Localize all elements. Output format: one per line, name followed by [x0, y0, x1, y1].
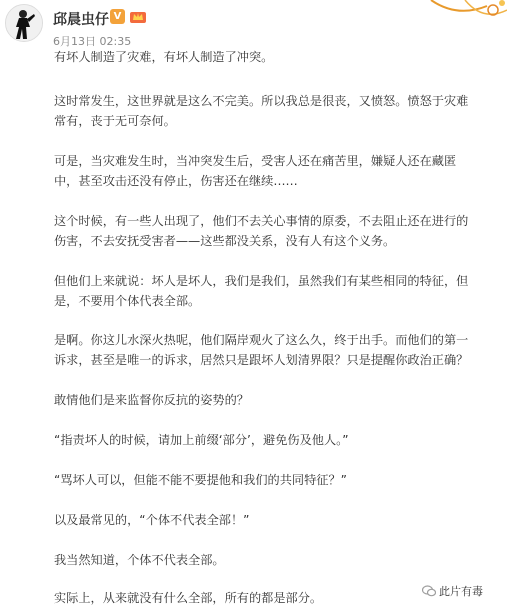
post-line: 伤害，不去安抚受害者——这些都没关系，没有人有这个义务。 [54, 234, 396, 248]
post-line: “指责坏人的时候，请加上前缀‘部分’，避免伤及他人。” [54, 433, 349, 447]
post-line: 诉求，甚至是唯一的诉求，居然只是跟坏人划清界限？只是提醒你政治正确？ [54, 353, 469, 367]
post-line: 这个时候，有一些人出现了，他们不去关心事情的原委，不去阻止还在进行的 [54, 214, 469, 228]
post-line: 以及最常见的，“个体不代表全部！” [54, 513, 250, 527]
post-line: 是，不要用个体代表全部。 [54, 294, 201, 308]
author-name[interactable]: 邱晨虫仔 [53, 12, 109, 28]
post-line: 敢情他们是来监督你反抗的姿势的？ [54, 393, 249, 407]
wechat-icon [422, 585, 436, 597]
verified-badge-icon: V [110, 9, 125, 24]
member-crown-icon[interactable] [129, 8, 147, 24]
post-line: 常有，丧于无可奈何。 [54, 114, 176, 128]
post-line: “骂坏人可以，但能不能不要提他和我们的共同特征？” [54, 473, 347, 487]
header-decoration-icon [427, 0, 507, 24]
avatar[interactable] [5, 4, 43, 42]
post-date: 6月13日 [53, 35, 96, 48]
post-line: 实际上，从来就没有什么全部，所有的都是部分。 [54, 591, 323, 605]
post-line: 但他们上来就说：坏人是坏人，我们是我们，虽然我们有某些相同的特征，但 [54, 274, 469, 288]
post-line: 是啊。你这儿水深火热呢，他们隔岸观火了这么久，终于出手。而他们的第一 [54, 333, 469, 347]
post-timestamp [53, 33, 131, 49]
post-line: 可是，当灾难发生时，当冲突发生后，受害人还在痛苦里，嫌疑人还在藏匿 [54, 154, 457, 168]
post-line: 我当然知道，个体不代表全部。 [54, 553, 225, 567]
avatar-figure-image [6, 5, 42, 41]
post-line: 中，甚至攻击还没有停止，伤害还在继续…… [54, 174, 298, 188]
post-time: 02:35 [99, 35, 132, 48]
post-line: 这时常发生，这世界就是这么不完美。所以我总是很丧，又愤怒。愤怒于灾难 [54, 94, 469, 108]
watermark-text: 此片有毒 [439, 585, 483, 598]
post-line: 有坏人制造了灾难，有坏人制造了冲突。 [54, 50, 274, 64]
watermark [422, 583, 483, 599]
